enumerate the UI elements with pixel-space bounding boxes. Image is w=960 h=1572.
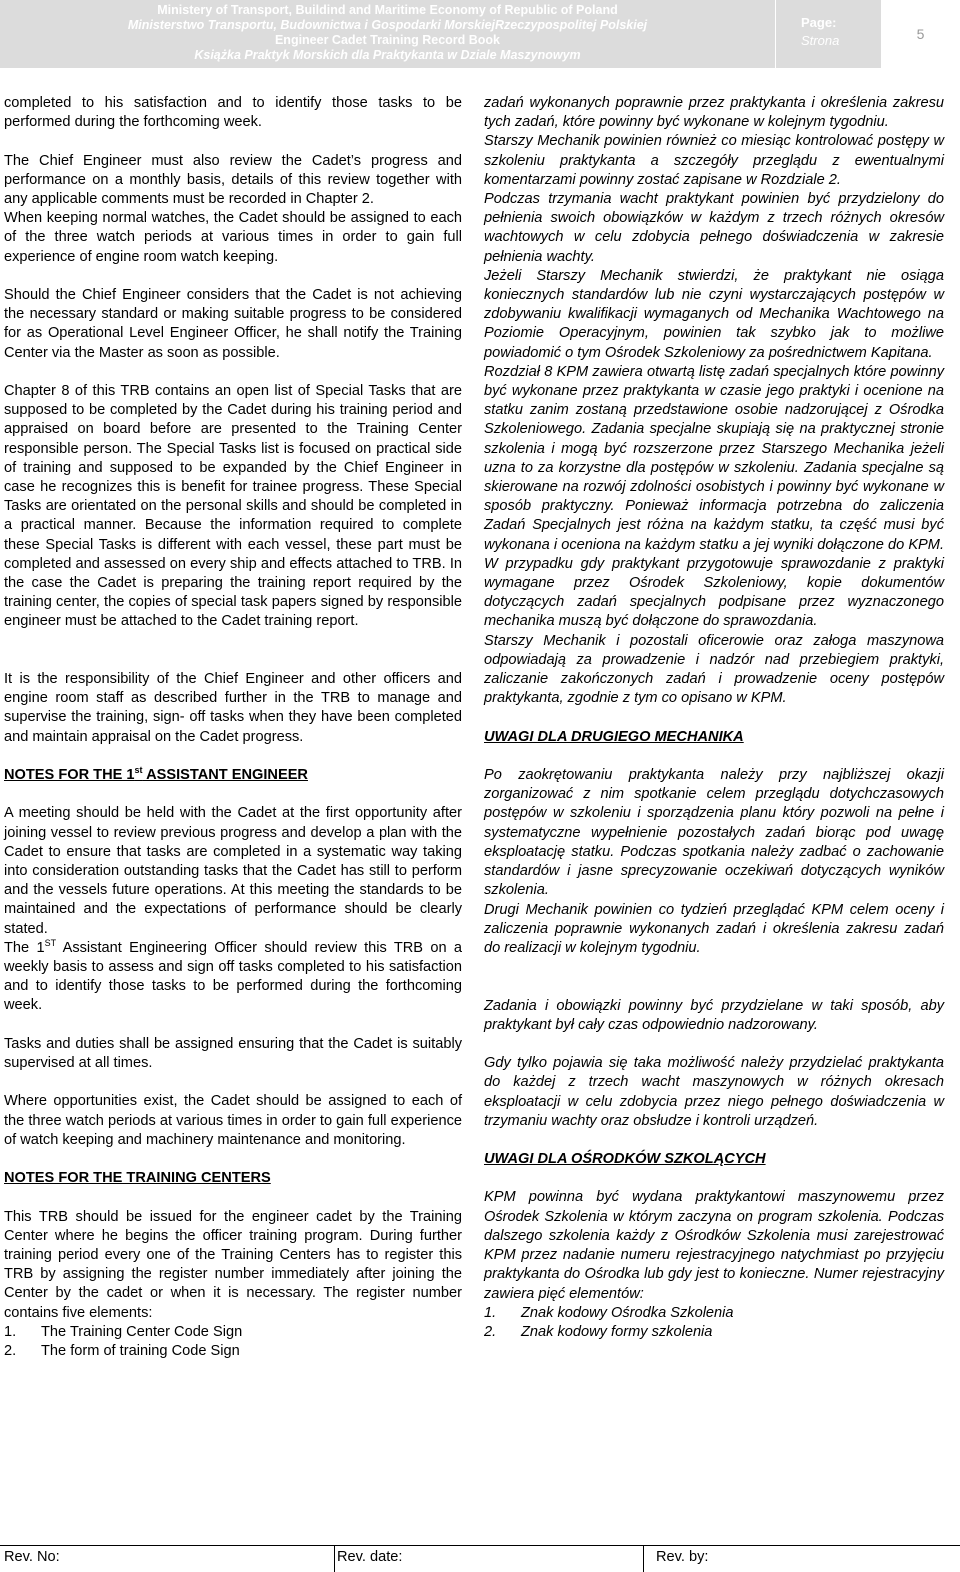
list-item: 2. The form of training Code Sign	[4, 1343, 240, 1360]
paragraph: Chapter 8 of this TRB contains an open list of Special Tasks that are supposed to be completed by the Cadet during his training period and appraised on board before are presented to the Training Center responsible person. The Special Tasks list is focused on practical side of training and supposed to be expanded by the Chief Engineer in case he recognizes this is benefit for trainee progress. These Special Tasks are orientated on the personal skills and should be completed in a practical manner. Because the information required to complete these Special Tasks is different with each vessel, these part must be completed and assessed on every ship and effects attached to TRB. In the case the Cadet is preparing the training report required by the training center, the copies of special task papers signed by responsible engineer must be attached to the Cadet training report.	[4, 383, 462, 630]
page-header	[0, 0, 960, 68]
paragraph: Gdy tylko pojawia się taka możliwość należy przydzielać praktykanta do każdej z trzech wacht maszynowych w różnych okresach eksploatacji w celu zdobycia przez niego pełnego doświadczenia w trzymaniu wachty oraz obsłudze i kontroli urządzeń.	[484, 1055, 944, 1129]
page-number: 5	[916, 26, 925, 42]
paragraph: Rozdział 8 KPM zawiera otwartą listę zadań specjalnych które powinny być wykonane przez praktykanta w czasie jego praktyki i ocenione na statku zanim zostaną przedstawione osobie nadzorującej z Ośrodka Szkoleniowego. Zadania specjalne skupiają się na praktycznej stronie szkolenia i mogą być rozszerzone przez Starszego Mechanika jeżeli uzna to za korzystne dla postępów w szkoleniu. Zadania specjalne są skierowane na rozwój zdolności osobistych i powinny być wykonane w sposób praktyczny. Ponieważ informacja potrzebna do zaliczenia Zadań Specjalnych jest różna na każdym statku, ta część musi być wykonana i oceniona na każdym statku a jej wyniki dołączone do KPM. W przypadku gdy praktykant przygotowuje sprawozdanie z praktyki wymagane przez Ośrodek Szkoleniowy, kopie dokumentów dotyczących zadań specjalnych podpisane przez wyznaczonego mechanika muszą być dołączone do sprawozdania.	[484, 363, 944, 630]
list-item: 1. The Training Center Code Sign	[4, 1323, 243, 1340]
section-heading-second-engineer: UWAGI DLA DRUGIEGO MECHANIKA	[484, 728, 744, 745]
header-line-book-en: Engineer Cadet Training Record Book	[274, 33, 501, 47]
list-item: 1. Znak kodowy Ośrodka Szkolenia	[484, 1304, 734, 1321]
header-title-block	[0, 0, 775, 68]
paragraph: This TRB should be issued for the engineer cadet by the Training Center where he begins the officer training program. During further training period every one of the Training Centers has to register this TRB by assigning the register number immediately after joining the Center by the cadet or when it is necessary. The register number contains five elements:	[4, 1208, 462, 1321]
revision-footer	[0, 1545, 960, 1572]
paragraph: When keeping normal watches, the Cadet should be assigned to each of the three watch periods at various times in order to gain full experience of engine room watch keeping.	[4, 210, 462, 265]
paragraph: KPM powinna być wydana praktykantowi maszynowemu przez Ośrodek Szkolenia w którym zaczyna on program szkolenia. Podczas dalszego szkolenia każdy z Ośrodków Szkolenia musi zarejestrować KPM przez nadanie numeru rejestracyjnego natychmiast po przyjęciu praktykanta do Ośrodka lub gdy jest to konieczne. Numer rejestracyjny zawiera pięć elementów:	[484, 1189, 944, 1302]
paragraph: A meeting should be held with the Cadet at the first opportunity after joining vessel to review previous progress and develop a plan with the Cadet to ensure that tasks are completed in a systematic way taking into consideration outstanding tasks that the Cadet has still to perform and the vessels future operations. At this meeting the standards to be maintained and the expectations of performance should be clearly stated.	[4, 805, 462, 937]
rev-by-field: Rev. by:	[656, 1549, 709, 1565]
paragraph: Starszy Mechanik i pozostali oficerowie oraz załoga maszynowa odpowiadają za prowadzenie i nadzór nad przebiegiem praktyki, zaliczanie zakończonych zadań i prowadzenie oceny postępów praktykanta, zgodnie z tym co opisano w KPM.	[484, 632, 944, 707]
paragraph: Po zaokrętowaniu praktykanta należy przy najbliższej okazji zorganizować z nim spotkanie celem przeglądu dotychczasowych postępów w szkoleniu i sporządzenia planu który pozwoli na pełne i systematyczne wypełnienie pozostałych zadań biorąc pod uwagę eksploatację statku. Podczas spotkania należy zadbać o zachowanie standardów i jasne sprecyzowanie oczekiwań dotyczących wyników szkolenia.	[484, 767, 944, 899]
paragraph: Jeżeli Starszy Mechanik stwierdzi, że praktykant nie osiąga koniecznych standardów lub nie czyni wystarczających postępów w zdobywaniu kwalifikacji wymaganych od Mechanika Wachtowego na Poziomie Operacyjnym, powinien tak szybko jak to możliwe powiadomić o tym Ośrodek Szkoleniowy za pośrednictwem Kapitana.	[484, 267, 944, 361]
paragraph: Starszy Mechanik powinien również co miesiąc kontrolować postępy w szkoleniu praktykanta a szczegóły przeglądu z ewentualnymi komentarzami powinny zostać zapisane w Rozdziale 2.	[484, 133, 944, 188]
section-heading-1st-assistant: NOTES FOR THE 1st ASSISTANT ENGINEER	[4, 765, 308, 784]
english-column	[4, 94, 462, 1361]
paragraph: Should the Chief Engineer considers that the Cadet is not achieving the necessary standard or making suitable progress to be considered for as Operational Level Engineer Officer, he shall notify the Training Center via the Master as soon as possible.	[4, 287, 462, 361]
list-item: 2. Znak kodowy formy szkolenia	[484, 1323, 713, 1340]
paragraph: Tasks and duties shall be assigned ensuring that the Cadet is suitably supervised at all times.	[4, 1035, 462, 1072]
paragraph: completed to his satisfaction and to identify those tasks to be performed during the forthcoming week.	[4, 95, 462, 131]
header-page-label-block	[776, 0, 881, 68]
paragraph: The 1ST Assistant Engineering Officer should review this TRB on a weekly basis to assess and sign off tasks completed to his satisfaction and to identify those tasks to be performed during the forthcoming week.	[4, 937, 462, 1014]
paragraph: Podczas trzymania wacht praktykant powinien być przydzielony do pełnienia swoich obowiązków w każdym z trzech różnych okresów wachtowych w celu zdobycia pełnego doświadczenia w zakresie pełnienia wachty.	[484, 191, 944, 265]
section-heading-training-centers: NOTES FOR THE TRAINING CENTERS	[4, 1170, 271, 1187]
rev-no-field: Rev. No:	[0, 1546, 335, 1572]
header-line-ministry-pl: Ministerstwo Transportu, Budownictwa i Gospodarki MorskiejRzeczypospolitej Polskiej	[127, 18, 648, 32]
paragraph: Zadania i obowiązki powinny być przydzielane w taki sposób, aby praktykant był cały czas odpowiednio nadzorowany.	[484, 997, 944, 1033]
paragraph: zadań wykonanych poprawnie przez praktykanta i określenia zakresu tych zadań, które powinny być wykonane w kolejnym tygodniu.	[484, 95, 944, 131]
rev-date-field: Rev. date:	[335, 1546, 644, 1572]
header-line-book-pl: Książka Praktyk Morskich dla Praktykanta w Dziale Maszynowym	[194, 48, 581, 62]
paragraph: It is the responsibility of the Chief Engineer and other officers and engine room staff as described further in the TRB to manage and supervise the training, sign- off tasks when they have been completed and maintain appraisal on the Cadet progress.	[4, 671, 462, 745]
page-label: Page:	[801, 15, 837, 30]
paragraph: Drugi Mechanik powinien co tydzień przeglądać KPM celem oceny i zaliczenia poprawnie wykonanych zadań i określenia zakresu zadań do realizacji w kolejnym tygodniu.	[484, 901, 944, 956]
section-heading-training-centers-pl: UWAGI DLA OŚRODKÓW SZKOLĄCYCH	[484, 1151, 766, 1168]
paragraph: The Chief Engineer must also review the Cadet’s progress and performance on a monthly basis, details of this review together with any applicable comments must be recorded in Chapter 2.	[4, 152, 462, 207]
polish-column	[484, 94, 944, 1342]
page-label-pl: Strona	[801, 33, 840, 48]
header-line-ministry-en: Ministery of Transport, Buildind and Maritime Economy of Republic of Poland	[157, 3, 618, 17]
paragraph: Where opportunities exist, the Cadet should be assigned to each of the three watch periods at various times in order to gain full experience of watch keeping and machinery maintenance and monitoring.	[4, 1093, 462, 1148]
